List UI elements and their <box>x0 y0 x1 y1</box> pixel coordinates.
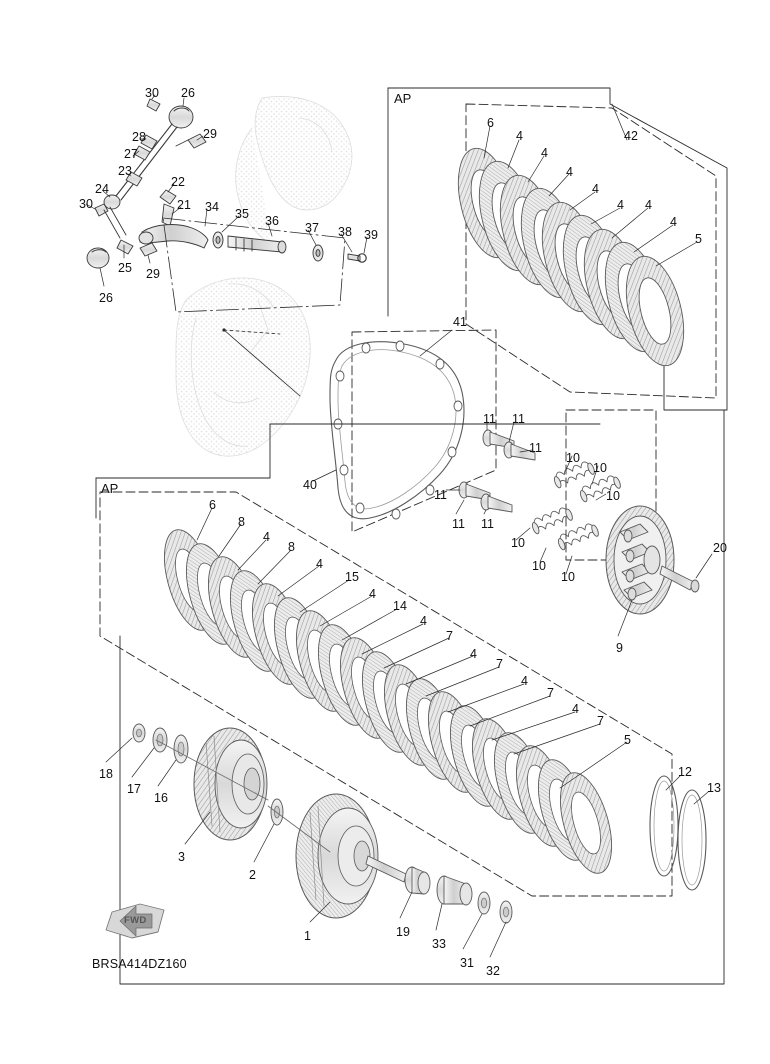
callout-number: 1 <box>304 929 311 943</box>
callout-number: 11 <box>481 517 494 531</box>
callout-number: 11 <box>452 517 465 531</box>
callout-number: 20 <box>713 541 727 555</box>
callout-number: 8 <box>288 540 295 554</box>
callout-number: 26 <box>99 291 113 305</box>
callout-number: 21 <box>177 198 191 212</box>
group-label-ap-top: AP <box>394 91 412 106</box>
callout-number: 40 <box>303 478 317 492</box>
callout-number: 41 <box>453 315 467 329</box>
callout-number: 4 <box>470 647 477 661</box>
callout-number: 10 <box>566 451 580 465</box>
callout-number: 14 <box>393 599 407 613</box>
callout-number: 4 <box>420 614 427 628</box>
callout-number: 15 <box>345 570 359 584</box>
callout-number: 25 <box>118 261 132 275</box>
callout-number: 39 <box>364 228 378 242</box>
callout-number: 6 <box>487 116 494 130</box>
callout-number: 8 <box>238 515 245 529</box>
callout-number: 4 <box>521 674 528 688</box>
callout-number: 18 <box>99 767 113 781</box>
callout-number: 29 <box>203 127 217 141</box>
callout-number: 26 <box>181 86 195 100</box>
callout-number: 19 <box>396 925 410 939</box>
callout-number: 4 <box>516 129 523 143</box>
callout-number: 11 <box>512 412 525 426</box>
group-label-ap-bottom: AP <box>101 481 119 496</box>
callout-number: 30 <box>145 86 159 100</box>
callout-number: 23 <box>118 164 132 178</box>
callout-number: 4 <box>541 146 548 160</box>
callout-number: 10 <box>593 461 607 475</box>
callout-number: 28 <box>132 130 146 144</box>
callout-number: 34 <box>205 200 219 214</box>
callout-number: 17 <box>127 782 141 796</box>
callout-number: 10 <box>511 536 525 550</box>
callout-number: 4 <box>645 198 652 212</box>
callout-number: 10 <box>532 559 546 573</box>
callout-number: 3 <box>178 850 185 864</box>
callout-number: 16 <box>154 791 168 805</box>
callout-number: 27 <box>124 147 138 161</box>
callout-number: 4 <box>617 198 624 212</box>
callout-number: 30 <box>79 197 93 211</box>
fwd-arrow-label: FWD <box>124 915 147 926</box>
callout-number: 7 <box>547 686 554 700</box>
callout-number: 36 <box>265 214 279 228</box>
callout-number: 35 <box>235 207 249 221</box>
diagram-part-code: BRSA414DZ160 <box>92 957 187 971</box>
callout-number: 10 <box>561 570 575 584</box>
callout-number: 2 <box>249 868 256 882</box>
callout-number: 4 <box>263 530 270 544</box>
callout-number: 7 <box>446 629 453 643</box>
callout-number: 11 <box>483 412 496 426</box>
callout-number: 22 <box>171 175 185 189</box>
callout-number: 4 <box>369 587 376 601</box>
callout-number: 4 <box>316 557 323 571</box>
callout-number: 11 <box>434 488 447 502</box>
callout-number: 31 <box>460 956 474 970</box>
callout-number: 4 <box>566 165 573 179</box>
callout-number: 6 <box>209 498 216 512</box>
callout-number: 4 <box>572 702 579 716</box>
callout-number: 7 <box>597 714 604 728</box>
callout-number: 33 <box>432 937 446 951</box>
callout-number: 38 <box>338 225 352 239</box>
callout-number: 29 <box>146 267 160 281</box>
callout-number: 32 <box>486 964 500 978</box>
callout-number: 13 <box>707 781 721 795</box>
callout-number: 5 <box>695 232 702 246</box>
callout-number: 37 <box>305 221 319 235</box>
callout-number: 10 <box>606 489 620 503</box>
callout-number: 24 <box>95 182 109 196</box>
callout-number: 4 <box>592 182 599 196</box>
callout-number: 5 <box>624 733 631 747</box>
callout-number: 42 <box>624 129 638 143</box>
callout-number: 11 <box>529 441 542 455</box>
callout-number: 7 <box>496 657 503 671</box>
callout-number: 12 <box>678 765 692 779</box>
callout-number: 9 <box>616 641 623 655</box>
callout-number: 4 <box>670 215 677 229</box>
